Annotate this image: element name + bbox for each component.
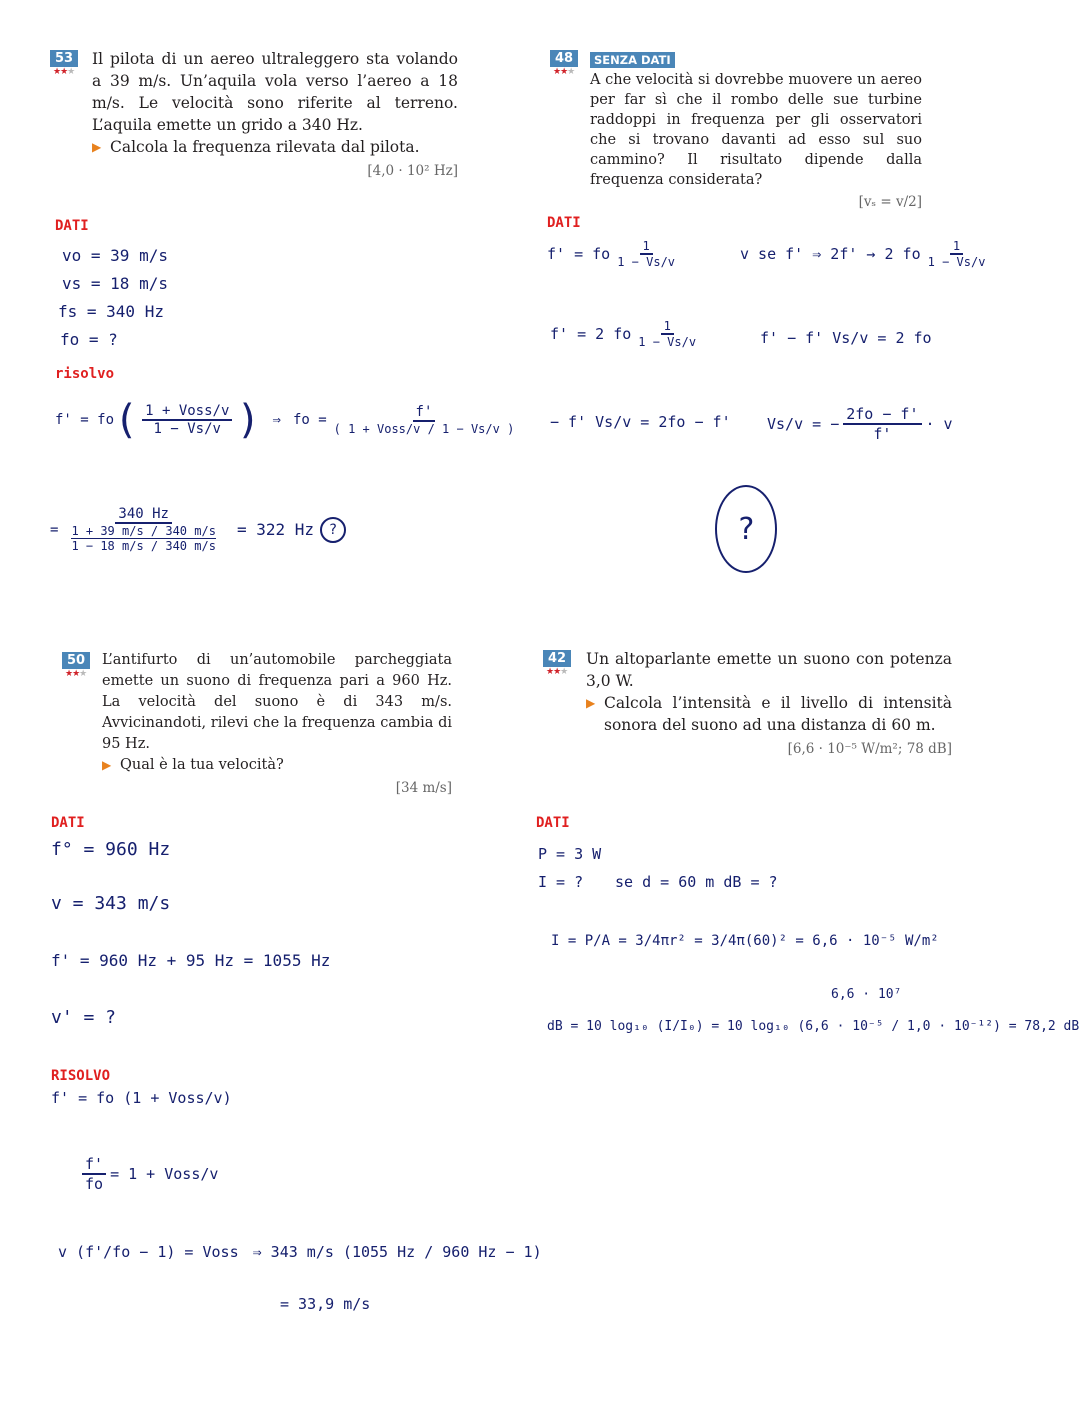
- problem-number: 50: [62, 652, 90, 669]
- notes-50: DATI f° = 960 Hz v = 343 m/s f' = 960 Hz + 95 Hz = 1055 Hz v' = ? RISOLVO f' = fo (1 + Voss/v) $\frac{f'}{fo}$ = 1 + Voss/v v (f'/fo − 1) = Voss ⇒ 343 m/s (1055 Hz / 960 Hz − 1) = 33,9 m/s: [51, 815, 542, 1313]
- dati-label: DATI: [51, 815, 85, 831]
- difficulty-stars: ★★★: [53, 67, 75, 77]
- problem-50: [62, 652, 462, 796]
- problem-text: Un altoparlante emette un suono con potenza 3,0 W.: [586, 650, 952, 690]
- problem-answer: [vₛ = v/2]: [858, 194, 922, 210]
- difficulty-stars: ★★★: [65, 669, 87, 679]
- given-vs: vs = 18 m/s: [62, 274, 168, 293]
- decibel-eq: dB = 10 log₁₀ (I/I₀) = 10 log₁₀ (6,6 · 10⁻⁵ / 1,0 · 10⁻¹²) = 78,2 dB: [547, 1019, 1080, 1034]
- problem-number: 42: [543, 650, 571, 667]
- unknown-i: I = ?: [538, 873, 584, 891]
- notes-53: [50, 218, 515, 618]
- dati-label: DATI: [55, 218, 89, 234]
- problem-text: L’antifurto di un’automobile parcheggiata emette un suono di frequenza pari a 960 Hz. La velocità del suono è di 343 m/s. Avvicinandoti, rilevi che la frequenza cambia di 95 Hz.: [102, 652, 452, 752]
- question-circle-icon: ?: [320, 517, 346, 543]
- unknown-fo: fo = ?: [60, 330, 118, 349]
- triangle-icon: ▶: [102, 758, 112, 772]
- given-p: P = 3 W: [538, 845, 602, 863]
- risolvo-label: RISOLVO: [51, 1068, 111, 1084]
- intensity-eq: I = P/A = 3/4πr² = 3/4π(60)² = 6,6 · 10⁻⁵ W/m²: [551, 933, 939, 949]
- numeric-substitution: = 340 Hz 1 + 39 m/s / 340 m/s 1 − 18 m/s / 340 m/s = 322 Hz ?: [50, 506, 346, 553]
- difficulty-stars: ★★★: [553, 67, 575, 77]
- problem-48: [550, 50, 930, 210]
- difficulty-stars: ★★★: [546, 667, 568, 677]
- no-data-badge: SENZA DATI: [590, 52, 675, 68]
- problem-number: 48: [550, 50, 578, 67]
- problem-task: Calcola la frequenza rilevata dal pilota.: [110, 138, 420, 156]
- dati-label: DATI: [547, 215, 581, 231]
- dati-label: DATI: [536, 815, 570, 831]
- given-vo: vo = 39 m/s: [62, 246, 168, 265]
- given-v: v = 343 m/s: [51, 893, 171, 914]
- problem-answer: [34 m/s]: [395, 780, 452, 796]
- notes-48: DATI f' = fo $\frac{1}{1 - Vs/v}$ v se f' ⇒ 2f' → 2 fo $\frac{1}{1 - Vs/v}$ f' = 2 fo $\frac{1}{1 - Vs/v}$ f' − f' Vs/v = 2 fo − f' Vs/v = 2fo − f' Vs/v = − $\frac{2fo - f'}{f'}$ · v ?: [545, 215, 1045, 585]
- problem-number: 53: [50, 50, 78, 67]
- problem-42: [543, 650, 963, 770]
- unknown-v-prime: v' = ?: [51, 1007, 117, 1028]
- given-fs: fs = 340 Hz: [58, 302, 164, 321]
- result-50: = 33,9 m/s: [280, 1295, 371, 1313]
- condition: se d = 60 m dB = ?: [615, 873, 778, 891]
- problem-task: Qual è la tua velocità?: [120, 757, 284, 773]
- notes-42: DATI P = 3 W I = ? se d = 60 m dB = ? I = P/A = 3/4πr² = 3/4π(60)² = 6,6 · 10⁻⁵ W/m² 6,6 · 10⁷ dB = 10 log₁₀ (I/I₀) = 10 log₁₀ (6,6 · 10⁻⁵ / 1,0 · 10⁻¹²) = 78,2 dB: [536, 815, 1080, 1034]
- problem-answer: [6,6 · 10⁻⁵ W/m²; 78 dB]: [787, 741, 952, 757]
- problem-text: A che velocità si dovrebbe muovere un aereo per far sì che il rombo delle sue turbine raddoppi in frequenza per gli osservatori che si trovano davanti ad esso sul suo cammino? Il risultato dipende dalla frequenza considerata?: [590, 72, 922, 188]
- given-fo: f° = 960 Hz: [51, 839, 171, 860]
- problem-task: Calcola l’intensità e il livello di intensità sonora del suono ad una distanza di 60 m.: [604, 694, 952, 734]
- triangle-icon: ▶: [92, 140, 102, 154]
- problem-answer: [4,0 · 10² Hz]: [367, 163, 458, 179]
- problem-53: [50, 50, 460, 190]
- triangle-icon: ▶: [586, 696, 596, 710]
- result-53: = 322 Hz: [236, 520, 314, 539]
- doppler-formula: f' = fo ( $\frac{\text{1 + Voss/v}}{1 - Vs/v}$ ) ⇒ fo = $\frac{f'}{\text{( 1 + Voss/v / 1 − Vs/v )}}$: [55, 397, 515, 443]
- risolvo-label: risolvo: [55, 366, 115, 382]
- problem-text: Il pilota di un aereo ultraleggero sta volando a 39 m/s. Un’aquila vola verso l’aereo a 18 m/s. Le velocità sono riferite al terreno. L’aquila emette un grido a 340 Hz.: [92, 50, 458, 134]
- given-f-prime: f' = 960 Hz + 95 Hz = 1055 Hz: [51, 951, 331, 970]
- question-circle-icon: ?: [715, 485, 777, 573]
